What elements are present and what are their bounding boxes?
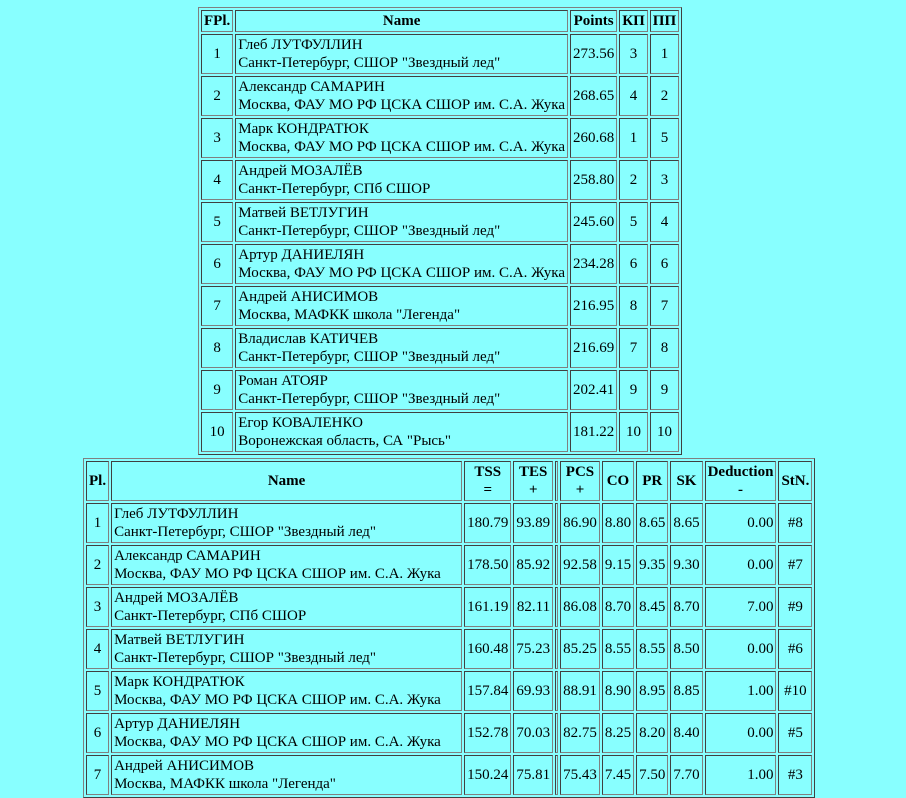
- skater-name: Артур ДАНИЕЛЯН: [238, 247, 365, 263]
- skater-club: Санкт-Петербург, СШОР "Звездный лед": [238, 55, 501, 71]
- name-cell: [235, 328, 568, 368]
- table-row: [201, 118, 679, 158]
- name-cell: [235, 412, 568, 452]
- kp-cell: 7: [619, 328, 648, 368]
- column-separator: [555, 461, 558, 501]
- table-row: [201, 370, 679, 410]
- skater-name: Глеб ЛУТФУЛЛИН: [238, 37, 363, 53]
- tes-cell: 85.92: [513, 545, 553, 585]
- skater-club: Санкт-Петербург, СПб СШОР: [238, 181, 431, 197]
- column-separator: [555, 629, 558, 669]
- header-points: Points: [570, 10, 617, 32]
- pcs-cell: 88.91: [560, 671, 600, 711]
- deduction-cell: 1.00: [705, 755, 777, 795]
- skater-name: Александр САМАРИН: [238, 79, 385, 95]
- final-results-table: [198, 7, 682, 455]
- co-cell: 9.15: [602, 545, 634, 585]
- pp-cell: 1: [650, 34, 679, 74]
- skater-name: Матвей ВЕТЛУГИН: [114, 632, 245, 648]
- name-cell: [235, 76, 568, 116]
- table-row: [86, 713, 812, 753]
- points-cell: 245.60: [570, 202, 617, 242]
- co-cell: 8.90: [602, 671, 634, 711]
- tss-cell: 161.19: [464, 587, 511, 627]
- pr-cell: 8.55: [636, 629, 668, 669]
- place-cell: 6: [86, 713, 109, 753]
- skater-name: Андрей МОЗАЛЁВ: [238, 163, 363, 179]
- start-number-cell: #8: [778, 503, 812, 543]
- tss-cell: 157.84: [464, 671, 511, 711]
- start-number-cell: #3: [778, 755, 812, 795]
- skater-club: Санкт-Петербург, СПб СШОР: [114, 608, 307, 624]
- pcs-cell: 86.90: [560, 503, 600, 543]
- pp-cell: 3: [650, 160, 679, 200]
- skater-name: Александр САМАРИН: [114, 548, 261, 564]
- skater-club: Санкт-Петербург, СШОР "Звездный лед": [238, 391, 501, 407]
- table-row: [201, 412, 679, 452]
- table-row: [201, 202, 679, 242]
- skater-club: Москва, ФАУ МО РФ ЦСКА СШОР им. С.А. Жука: [238, 97, 565, 113]
- points-cell: 216.95: [570, 286, 617, 326]
- deduction-cell: 0.00: [705, 503, 777, 543]
- deduction-cell: 0.00: [705, 713, 777, 753]
- skater-name: Андрей МОЗАЛЁВ: [114, 590, 239, 606]
- tes-cell: 75.81: [513, 755, 553, 795]
- deduction-cell: 0.00: [705, 629, 777, 669]
- skater-name: Егор КОВАЛЕНКО: [238, 415, 363, 431]
- skater-name: Марк КОНДРАТЮК: [238, 121, 369, 137]
- place-cell: 2: [86, 545, 109, 585]
- header-place: Pl.: [86, 461, 109, 501]
- segment-results-table: [83, 458, 815, 798]
- column-separator: [555, 713, 558, 753]
- start-number-cell: #9: [778, 587, 812, 627]
- column-separator: [555, 671, 558, 711]
- pp-cell: 2: [650, 76, 679, 116]
- skater-name: Артур ДАНИЕЛЯН: [114, 716, 241, 732]
- pr-cell: 7.50: [636, 755, 668, 795]
- place-cell: 6: [201, 244, 233, 284]
- co-cell: 8.55: [602, 629, 634, 669]
- points-cell: 273.56: [570, 34, 617, 74]
- pr-cell: 8.95: [636, 671, 668, 711]
- table-row: [201, 160, 679, 200]
- column-separator: [555, 587, 558, 627]
- column-separator: [555, 545, 558, 585]
- place-cell: 7: [86, 755, 109, 795]
- deduction-cell: 0.00: [705, 545, 777, 585]
- skater-name: Матвей ВЕТЛУГИН: [238, 205, 369, 221]
- pcs-cell: 92.58: [560, 545, 600, 585]
- name-cell: [235, 370, 568, 410]
- tss-cell: 178.50: [464, 545, 511, 585]
- header-kp: КП: [619, 10, 648, 32]
- deduction-cell: 1.00: [705, 671, 777, 711]
- name-cell: [235, 34, 568, 74]
- name-cell: [235, 244, 568, 284]
- table-row: [201, 76, 679, 116]
- skater-name: Глеб ЛУТФУЛЛИН: [114, 506, 239, 522]
- tes-cell: 70.03: [513, 713, 553, 753]
- table-row: [201, 286, 679, 326]
- name-cell: [111, 503, 462, 543]
- place-cell: 1: [201, 34, 233, 74]
- pp-cell: 9: [650, 370, 679, 410]
- co-cell: 8.80: [602, 503, 634, 543]
- table-row: [86, 629, 812, 669]
- skater-club: Москва, МАФКК школа "Легенда": [238, 307, 461, 323]
- sk-cell: 7.70: [670, 755, 702, 795]
- header-pp: ПП: [650, 10, 679, 32]
- final-header-row: [201, 10, 679, 32]
- tss-cell: 152.78: [464, 713, 511, 753]
- skater-club: Москва, ФАУ МО РФ ЦСКА СШОР им. С.А. Жука: [114, 692, 441, 708]
- skater-name: Андрей АНИСИМОВ: [114, 758, 255, 774]
- header-start-number: StN.: [778, 461, 812, 501]
- pr-cell: 8.45: [636, 587, 668, 627]
- pp-cell: 10: [650, 412, 679, 452]
- kp-cell: 5: [619, 202, 648, 242]
- sk-cell: 9.30: [670, 545, 702, 585]
- skater-club: Санкт-Петербург, СШОР "Звездный лед": [114, 650, 377, 666]
- table-row: [201, 328, 679, 368]
- tss-cell: 150.24: [464, 755, 511, 795]
- skater-club: Москва, ФАУ МО РФ ЦСКА СШОР им. С.А. Жука: [238, 139, 565, 155]
- name-cell: [111, 587, 462, 627]
- points-cell: 216.69: [570, 328, 617, 368]
- co-cell: 7.45: [602, 755, 634, 795]
- pr-cell: 9.35: [636, 545, 668, 585]
- place-cell: 4: [86, 629, 109, 669]
- kp-cell: 3: [619, 34, 648, 74]
- tes-cell: 82.11: [513, 587, 553, 627]
- place-cell: 5: [201, 202, 233, 242]
- sk-cell: 8.40: [670, 713, 702, 753]
- table-row: [201, 34, 679, 74]
- place-cell: 4: [201, 160, 233, 200]
- start-number-cell: #5: [778, 713, 812, 753]
- place-cell: 7: [201, 286, 233, 326]
- header-deduction: Deduction -: [705, 461, 777, 501]
- place-cell: 3: [86, 587, 109, 627]
- skater-club: Санкт-Петербург, СШОР "Звездный лед": [114, 524, 377, 540]
- place-cell: 10: [201, 412, 233, 452]
- name-cell: [235, 202, 568, 242]
- co-cell: 8.25: [602, 713, 634, 753]
- name-cell: [111, 629, 462, 669]
- skater-club: Санкт-Петербург, СШОР "Звездный лед": [238, 223, 501, 239]
- pcs-cell: 85.25: [560, 629, 600, 669]
- header-name: Name: [235, 10, 568, 32]
- pr-cell: 8.65: [636, 503, 668, 543]
- column-separator: [555, 503, 558, 543]
- table-row: [86, 503, 812, 543]
- pp-cell: 6: [650, 244, 679, 284]
- points-cell: 181.22: [570, 412, 617, 452]
- skater-name: Роман АТОЯР: [238, 373, 328, 389]
- kp-cell: 9: [619, 370, 648, 410]
- name-cell: [235, 118, 568, 158]
- pcs-cell: 75.43: [560, 755, 600, 795]
- name-cell: [111, 545, 462, 585]
- skater-club: Санкт-Петербург, СШОР "Звездный лед": [238, 349, 501, 365]
- skater-club: Воронежская область, СА "Рысь": [238, 433, 452, 449]
- skater-club: Москва, МАФКК школа "Легенда": [114, 776, 336, 792]
- skater-name: Марк КОНДРАТЮК: [114, 674, 245, 690]
- kp-cell: 2: [619, 160, 648, 200]
- sk-cell: 8.50: [670, 629, 702, 669]
- kp-cell: 4: [619, 76, 648, 116]
- place-cell: 3: [201, 118, 233, 158]
- pp-cell: 5: [650, 118, 679, 158]
- place-cell: 8: [201, 328, 233, 368]
- name-cell: [111, 713, 462, 753]
- skater-club: Москва, ФАУ МО РФ ЦСКА СШОР им. С.А. Жука: [114, 566, 441, 582]
- sk-cell: 8.85: [670, 671, 702, 711]
- kp-cell: 10: [619, 412, 648, 452]
- sk-cell: 8.65: [670, 503, 702, 543]
- tss-cell: 180.79: [464, 503, 511, 543]
- header-pcs: PCS +: [560, 461, 600, 501]
- name-cell: [111, 755, 462, 795]
- kp-cell: 6: [619, 244, 648, 284]
- kp-cell: 1: [619, 118, 648, 158]
- tes-cell: 93.89: [513, 503, 553, 543]
- points-cell: 260.68: [570, 118, 617, 158]
- pp-cell: 4: [650, 202, 679, 242]
- header-tes: TES +: [513, 461, 553, 501]
- place-cell: 1: [86, 503, 109, 543]
- header-co: CO: [602, 461, 634, 501]
- points-cell: 258.80: [570, 160, 617, 200]
- points-cell: 202.41: [570, 370, 617, 410]
- header-pr: PR: [636, 461, 668, 501]
- skater-club: Москва, ФАУ МО РФ ЦСКА СШОР им. С.А. Жука: [238, 265, 565, 281]
- start-number-cell: #10: [778, 671, 812, 711]
- header-name: Name: [111, 461, 462, 501]
- tes-cell: 69.93: [513, 671, 553, 711]
- place-cell: 2: [201, 76, 233, 116]
- column-separator: [555, 755, 558, 795]
- tss-cell: 160.48: [464, 629, 511, 669]
- place-cell: 9: [201, 370, 233, 410]
- table-row: [201, 244, 679, 284]
- pcs-cell: 86.08: [560, 587, 600, 627]
- tes-cell: 75.23: [513, 629, 553, 669]
- header-place: FPl.: [201, 10, 233, 32]
- name-cell: [235, 160, 568, 200]
- name-cell: [235, 286, 568, 326]
- pcs-cell: 82.75: [560, 713, 600, 753]
- start-number-cell: #6: [778, 629, 812, 669]
- kp-cell: 8: [619, 286, 648, 326]
- start-number-cell: #7: [778, 545, 812, 585]
- place-cell: 5: [86, 671, 109, 711]
- table-row: [86, 545, 812, 585]
- name-cell: [111, 671, 462, 711]
- segment-header-row: [86, 461, 812, 501]
- sk-cell: 8.70: [670, 587, 702, 627]
- pp-cell: 8: [650, 328, 679, 368]
- skater-club: Москва, ФАУ МО РФ ЦСКА СШОР им. С.А. Жука: [114, 734, 441, 750]
- deduction-cell: 7.00: [705, 587, 777, 627]
- co-cell: 8.70: [602, 587, 634, 627]
- points-cell: 268.65: [570, 76, 617, 116]
- table-row: [86, 587, 812, 627]
- skater-name: Андрей АНИСИМОВ: [238, 289, 379, 305]
- pr-cell: 8.20: [636, 713, 668, 753]
- pp-cell: 7: [650, 286, 679, 326]
- header-sk: SK: [670, 461, 702, 501]
- table-row: [86, 671, 812, 711]
- skater-name: Владислав КАТИЧЕВ: [238, 331, 379, 347]
- table-row: [86, 755, 812, 795]
- header-tss: TSS =: [464, 461, 511, 501]
- points-cell: 234.28: [570, 244, 617, 284]
